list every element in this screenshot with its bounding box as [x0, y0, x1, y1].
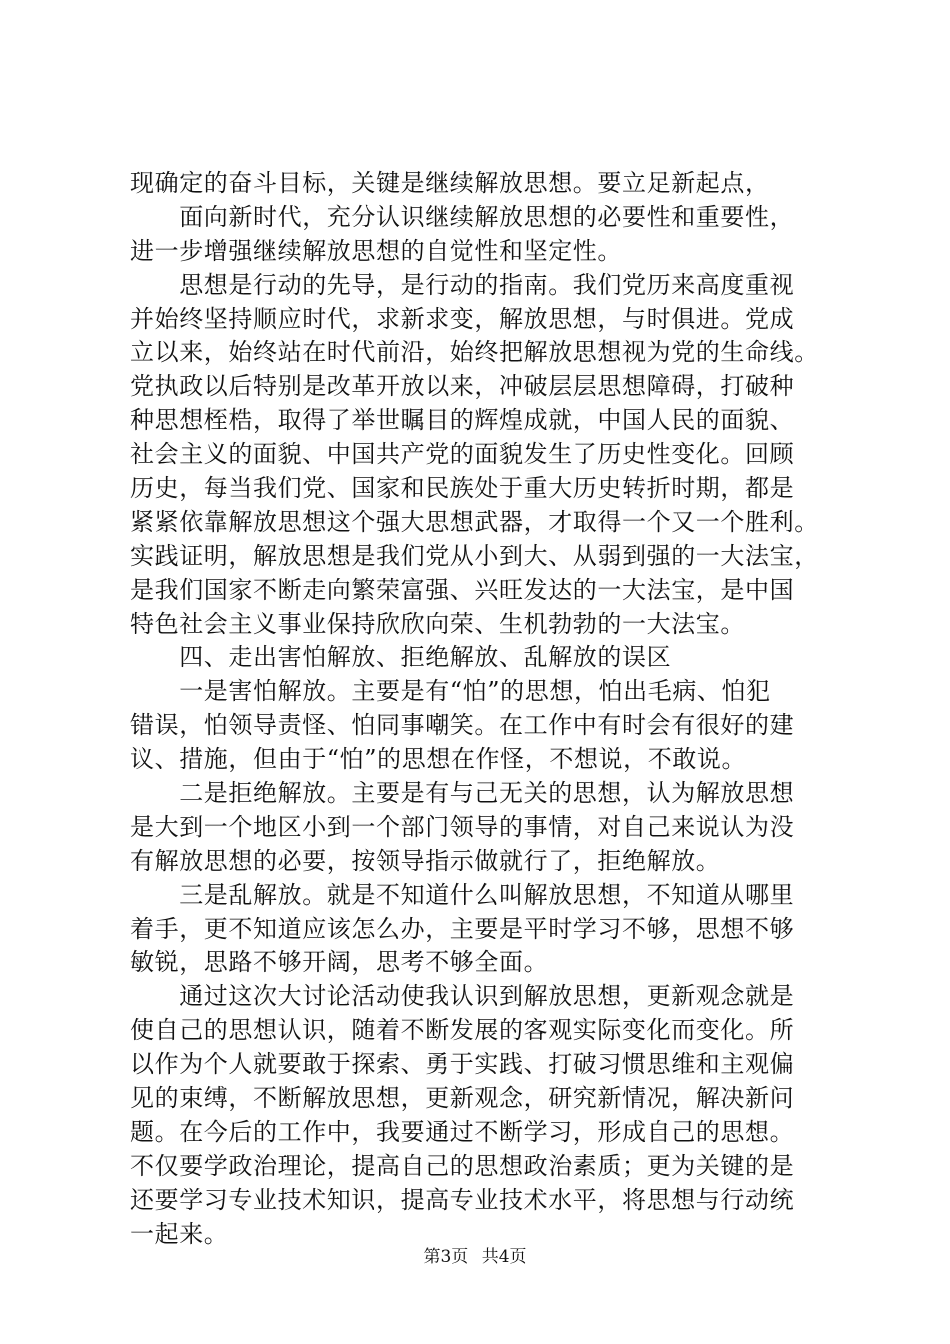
text-line: 紧紧依靠解放思想这个强大思想武器，才取得一个又一个胜利。 — [130, 507, 819, 536]
text-line: 历史，每当我们党、国家和民族处于重大历史转折时期，都是 — [130, 474, 795, 503]
text-line: 三是乱解放。就是不知道什么叫解放思想，不知道从哪里 — [130, 880, 795, 909]
text-line: 面向新时代，充分认识继续解放思想的必要性和重要性， — [130, 202, 795, 231]
text-line: 思想是行动的先导，是行动的指南。我们党历来高度重视 — [130, 270, 795, 299]
page-number: 第3页 — [423, 1247, 469, 1267]
text-line: 是我们国家不断走向繁荣富强、兴旺发达的一大法宝，是中国 — [130, 575, 795, 604]
text-line: 题。在今后的工作中，我要通过不断学习，形成自己的思想。 — [130, 1117, 795, 1146]
text-line: 是大到一个地区小到一个部门领导的事情，对自己来说认为没 — [130, 812, 795, 841]
text-line: 有解放思想的必要，按领导指示做就行了，拒绝解放。 — [130, 846, 721, 875]
text-line: 一起来。 — [130, 1219, 229, 1248]
text-line: 进一步增强继续解放思想的自觉性和坚定性。 — [130, 236, 622, 265]
text-line: 议、措施，但由于“怕”的思想在作怪，不想说，不敢说。 — [130, 745, 747, 774]
page-total: 共4页 — [481, 1247, 527, 1267]
text-line: 二是拒绝解放。主要是有与己无关的思想，认为解放思想 — [130, 779, 795, 808]
text-line: 种思想桎梏，取得了举世瞩目的辉煌成就，中国人民的面貌、 — [130, 406, 795, 435]
text-line: 错误，怕领导责怪、怕同事嘲笑。在工作中有时会有很好的建 — [130, 711, 795, 740]
text-line: 使自己的思想认识，随着不断发展的客观实际变化而变化。所 — [130, 1016, 795, 1045]
text-line: 通过这次大讨论活动使我认识到解放思想，更新观念就是 — [130, 982, 795, 1011]
document-body — [130, 167, 835, 1252]
page-footer — [0, 1245, 950, 1269]
text-line: 现确定的奋斗目标，关键是继续解放思想。要立足新起点， — [130, 169, 770, 197]
text-line: 见的束缚，不断解放思想，更新观念，研究新情况，解决新问 — [130, 1084, 795, 1113]
text-line: 还要学习专业技术知识，提高专业技术水平，将思想与行动统 — [130, 1185, 795, 1214]
text-line: 以作为个人就要敢于探索、勇于实践、打破习惯思维和主观偏 — [130, 1050, 795, 1079]
text-line: 立以来，始终站在时代前沿，始终把解放思想视为党的生命线。 — [130, 338, 819, 367]
text-line: 特色社会主义事业保持欣欣向荣、生机勃勃的一大法宝。 — [130, 609, 745, 638]
text-line: 实践证明，解放思想是我们党从小到大、从弱到强的一大法宝， — [130, 541, 819, 570]
text-line: 着手，更不知道应该怎么办，主要是平时学习不够，思想不够 — [130, 914, 795, 943]
text-line: 敏锐，思路不够开阔，思考不够全面。 — [130, 948, 549, 977]
text-line: 并始终坚持顺应时代，求新求变，解放思想，与时俱进。党成 — [130, 304, 795, 333]
text-line: 社会主义的面貌、中国共产党的面貌发生了历史性变化。回顾 — [130, 440, 795, 469]
section-heading: 四、走出害怕解放、拒绝解放、乱解放的误区 — [130, 643, 672, 672]
text-line: 不仅要学政治理论，提高自己的思想政治素质；更为关键的是 — [130, 1151, 795, 1180]
text-line: 一是害怕解放。主要是有“怕”的思想，怕出毛病、怕犯 — [130, 677, 771, 706]
text-line: 党执政以后特别是改革开放以来，冲破层层思想障碍，打破种 — [130, 372, 795, 401]
